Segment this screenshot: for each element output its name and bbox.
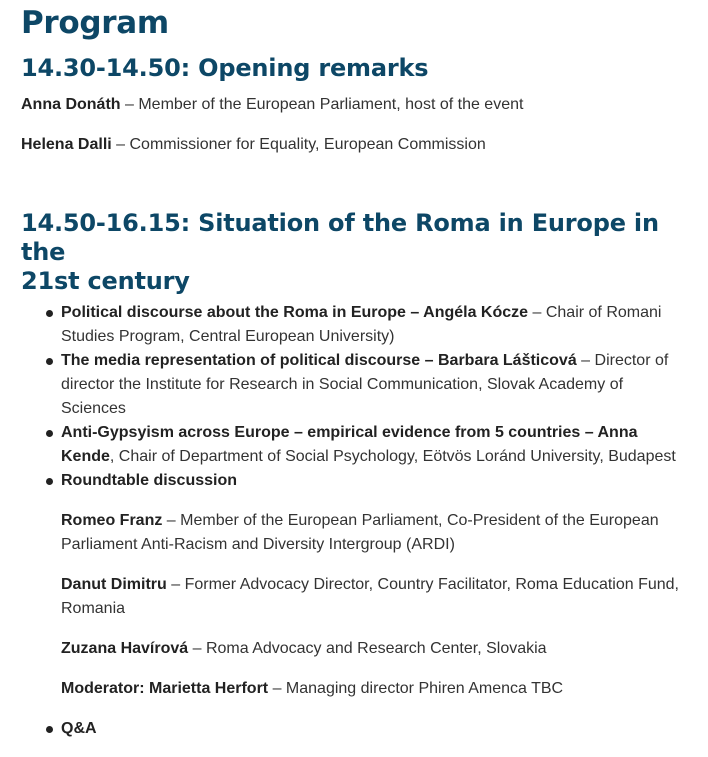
panelist-entry bbox=[61, 677, 681, 701]
panelist-role: – Member of the European Parliament, Co-President of the European Parliament Anti-Racism and Diversity Intergroup (ARDI) bbox=[61, 512, 659, 553]
qa-label: Q&A bbox=[61, 720, 97, 737]
speaker-entry bbox=[21, 93, 681, 117]
agenda-item-detail: – Director of director the Institute for Research in Social Communication, Slovak Academy of Sciences bbox=[61, 352, 669, 417]
bullet-icon bbox=[46, 358, 53, 365]
agenda-item-title: Anti-Gypsyism across Europe – empirical evidence from 5 countries – Anna Kende bbox=[61, 424, 638, 465]
speaker-role: – Member of the European Parliament, host of the event bbox=[120, 96, 524, 113]
bullet-icon bbox=[46, 430, 53, 437]
panelist-role: – Managing director Phiren Amenca TBC bbox=[268, 680, 564, 697]
panelist-name: Moderator: Marietta Herfort bbox=[61, 680, 269, 697]
bullet-icon bbox=[46, 478, 53, 485]
panelist-entry bbox=[61, 509, 681, 557]
speaker-name: Anna Donáth bbox=[21, 96, 121, 113]
roundtable-panel bbox=[21, 509, 681, 701]
agenda-item-detail: , Chair of Department of Social Psychology, Eötvös Loránd University, Budapest bbox=[109, 448, 676, 465]
bullet-icon bbox=[46, 726, 53, 733]
speaker-role: – Commissioner for Equality, European Commission bbox=[111, 136, 486, 153]
agenda-item-detail: – Chair of Romani Studies Program, Central European University) bbox=[61, 304, 662, 345]
agenda-item-title: Roundtable discussion bbox=[61, 472, 238, 489]
agenda-list-qa bbox=[21, 717, 681, 741]
session-heading-line: 14.50-16.15: Situation of the Roma in Europe in the bbox=[21, 209, 659, 266]
bullet-icon bbox=[46, 310, 53, 317]
panelist-role: – Former Advocacy Director, Country Facilitator, Roma Education Fund, Romania bbox=[61, 576, 679, 617]
speaker-entry bbox=[21, 133, 681, 157]
agenda-item bbox=[21, 421, 681, 469]
page-title: Program bbox=[21, 5, 169, 41]
agenda-item-qa bbox=[21, 717, 681, 741]
agenda-item bbox=[21, 349, 681, 421]
panelist-name: Zuzana Havírová bbox=[61, 640, 189, 657]
session-heading-line: 21st century bbox=[21, 267, 190, 295]
program-page bbox=[0, 4, 681, 741]
agenda-item-title: The media representation of political discourse – Barbara Lášticová bbox=[61, 352, 577, 369]
agenda-list bbox=[21, 301, 681, 493]
panelist-name: Romeo Franz bbox=[61, 512, 163, 529]
session-heading-situation bbox=[21, 209, 681, 296]
agenda-item bbox=[21, 469, 681, 493]
panelist-entry bbox=[61, 637, 681, 661]
panelist-role: – Roma Advocacy and Research Center, Slovakia bbox=[188, 640, 547, 657]
agenda-item-title: Political discourse about the Roma in Europe – Angéla Kócze bbox=[61, 304, 529, 321]
panelist-entry bbox=[61, 573, 681, 621]
session-heading-opening: 14.30-14.50: Opening remarks bbox=[21, 54, 429, 82]
speaker-name: Helena Dalli bbox=[21, 136, 112, 153]
panelist-name: Danut Dimitru bbox=[61, 576, 167, 593]
agenda-item bbox=[21, 301, 681, 349]
